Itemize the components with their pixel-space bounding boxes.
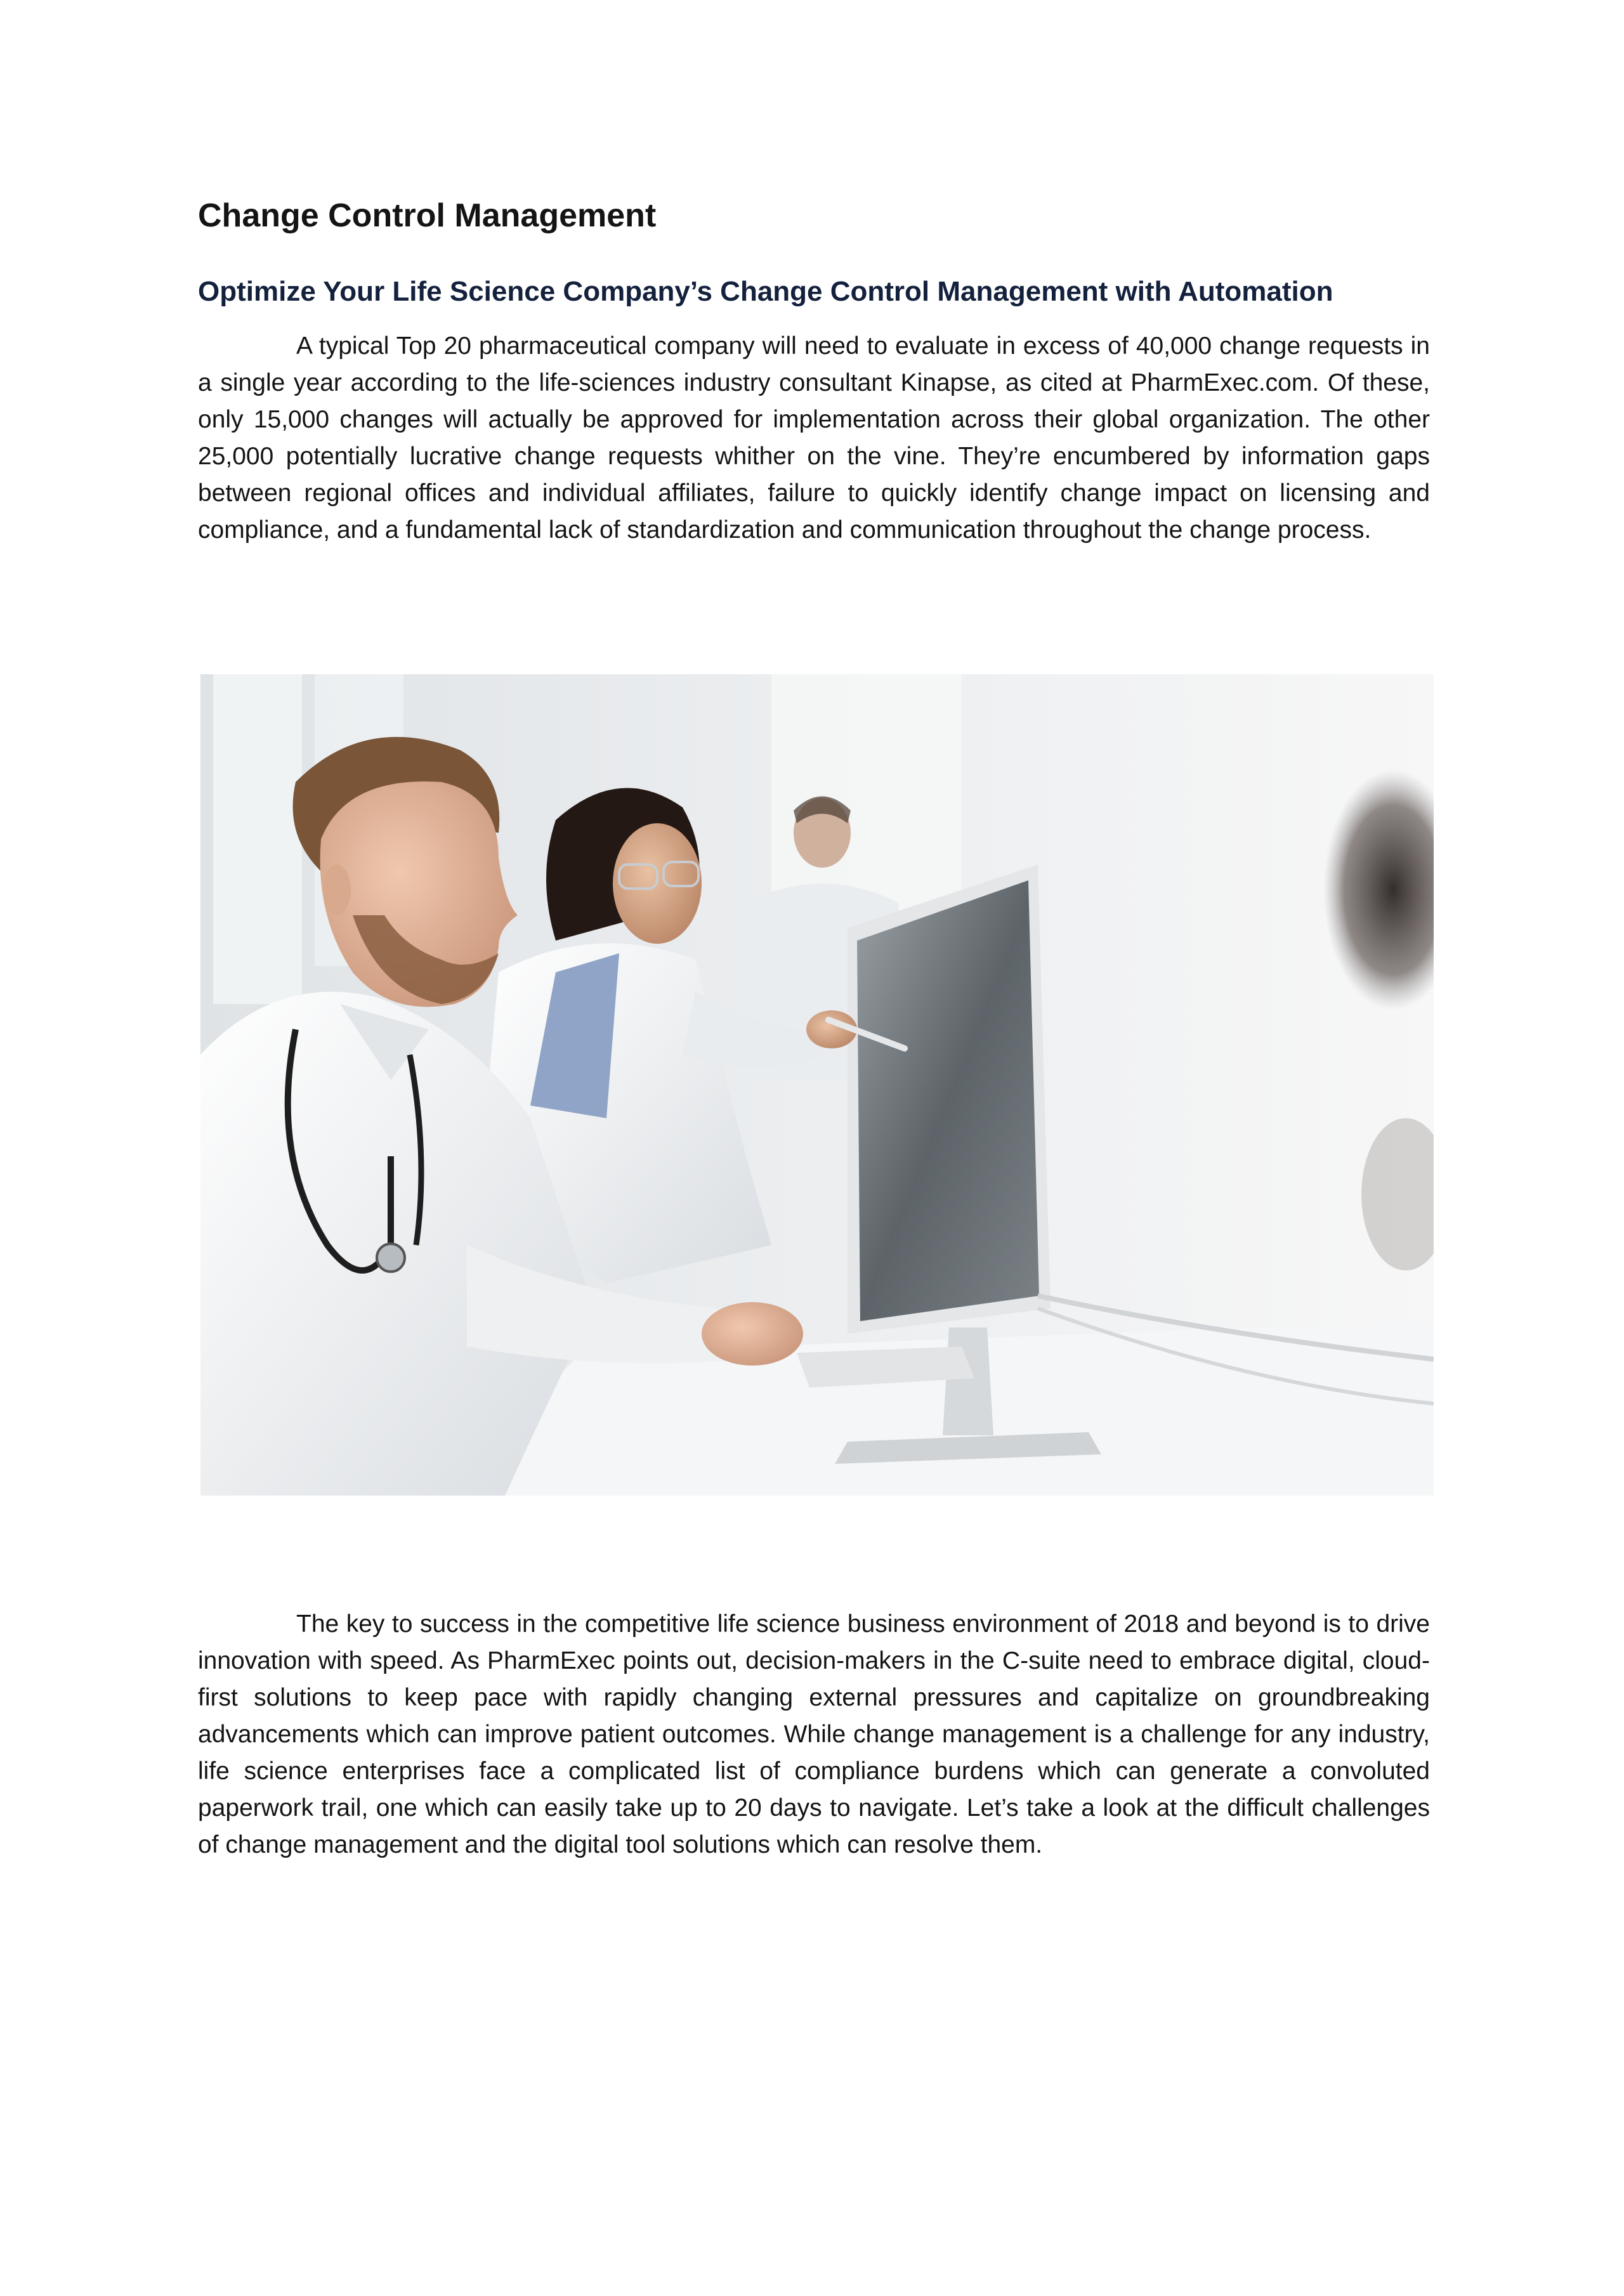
body-paragraph: The key to success in the competitive life science business environment of 2018 and beyond is to drive innovation with speed. As PharmExec points out, decision-makers in the C-suite need to embrace digital, cloud-first solutions to keep pace with rapidly changing external pressures and capitalize on groundbreaking advancements which can improve patient outcomes. While change management is a challenge for any industry, life science enterprises face a complicated list of compliance burdens which can generate a convoluted paperwork trail, one which can easily take up to 20 days to navigate. Let’s take a look at the difficult challenges of change management and the digital tool solutions which can resolve them. xyxy=(198,1610,1430,1858)
document-subtitle: Optimize Your Life Science Company’s Change Control Management with Automation xyxy=(198,276,1333,307)
lab-scientists-photo xyxy=(200,674,1434,1496)
document-title: Change Control Management xyxy=(198,197,657,234)
intro-paragraph: A typical Top 20 pharmaceutical company will need to evaluate in excess of 40,000 change requests in a single year according to the life-sciences industry consultant Kinapse, as cited at PharmExec.com. Of these, only 15,000 changes will actually be approved for implementation across their global organization. The other 25,000 potentially lucrative change requests whither on the vine. They’re encumbered by information gaps between regional offices and individual affiliates, failure to quickly identify change impact on licensing and compliance, and a fundamental lack of standardization and communication throughout the change process. xyxy=(198,332,1430,544)
